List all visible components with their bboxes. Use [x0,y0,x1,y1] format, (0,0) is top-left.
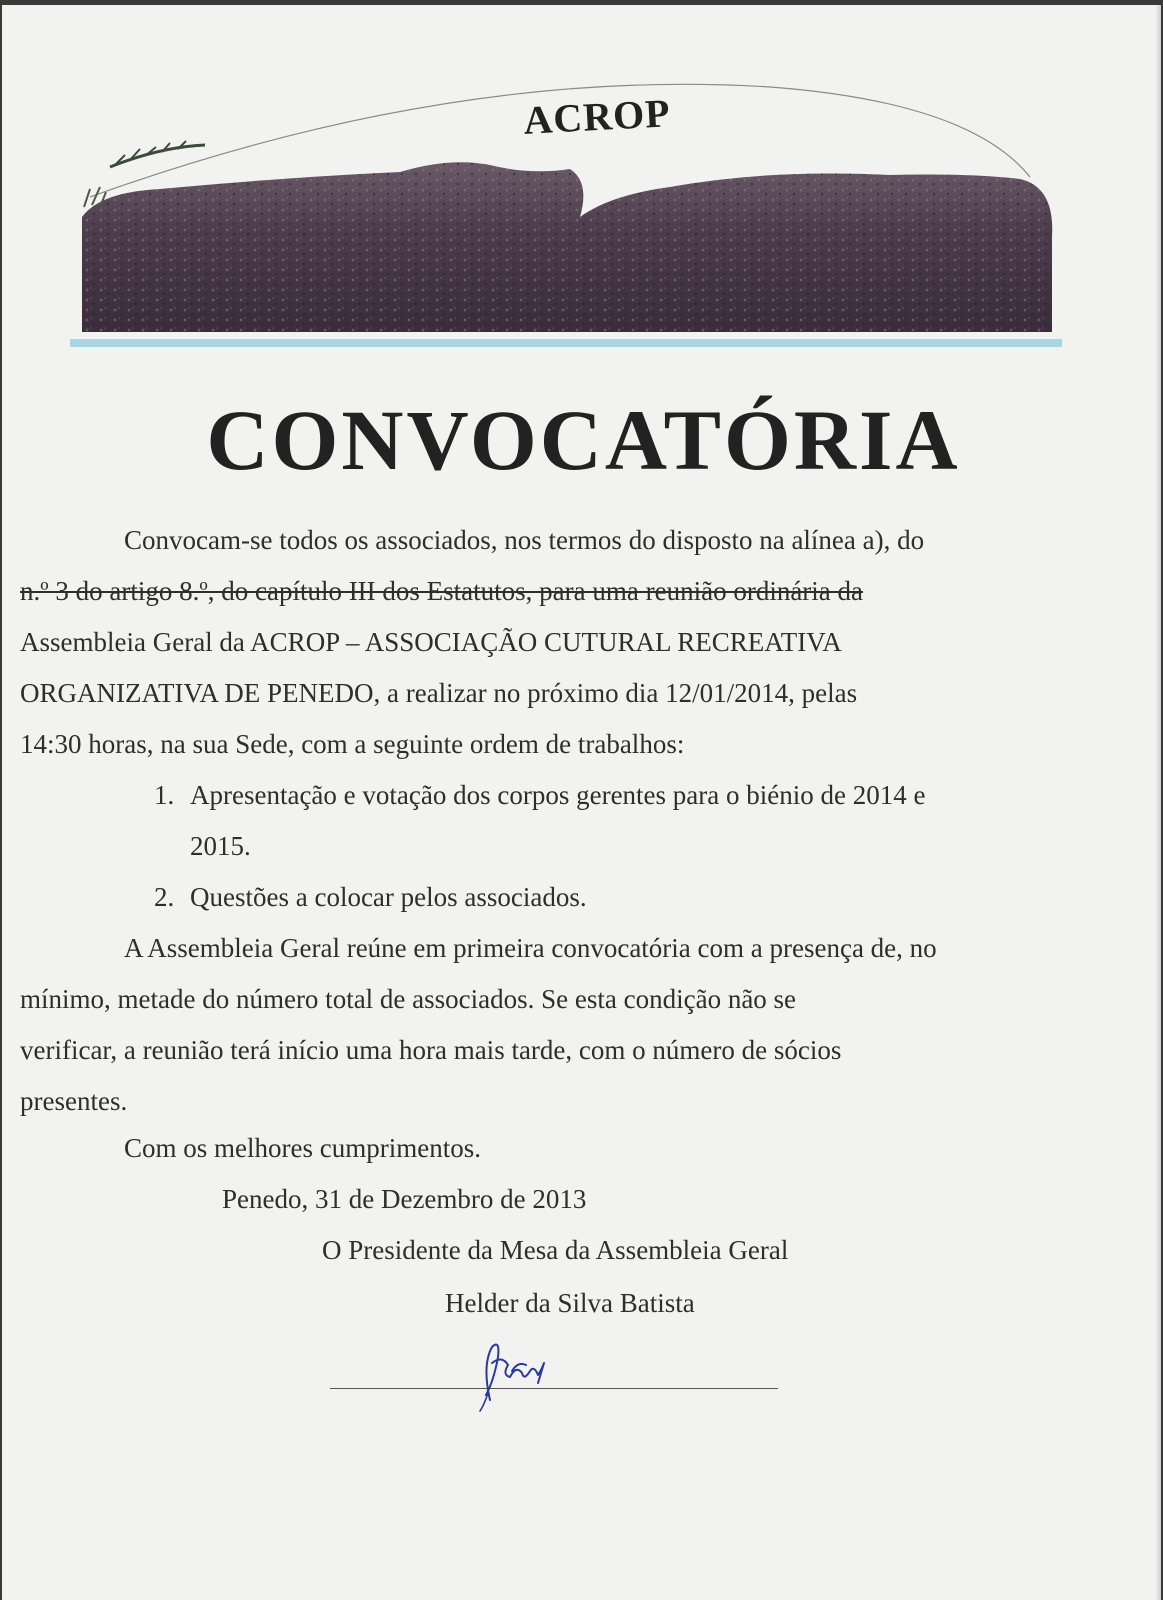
page-title: CONVOCATÓRIA [206,392,961,488]
signer-name: Helder da Silva Batista [445,1288,695,1318]
agenda-item [154,872,1032,923]
agenda-item [154,770,1032,872]
agenda-item-number: 1. [154,780,175,810]
text-line: 14:30 horas, na sua Sede, com a seguinte ordem de trabalhos: [20,729,685,759]
text-line: presentes. [20,1086,128,1116]
president-title: O Presidente da Mesa da Assembleia Geral [322,1235,789,1265]
agenda-list [72,770,1032,923]
text-line [20,576,863,606]
text-line-strikethrough: n.º 3 do artigo 8.º, do capítulo III dos Estatutos, para uma reunião ordinária da [20,576,864,606]
text-line: mínimo, metade do número total de associados. Se esta condição não se [20,984,797,1014]
acrop-logo: ACROP [522,90,672,143]
agenda-item-text: Apresentação e votação dos corpos gerentes para o biénio de 2014 e [190,780,926,810]
handwritten-signature [472,1335,562,1415]
text-line: verificar, a reunião terá início uma hora mais tarde, com o número de sócios [20,1035,842,1065]
place-and-date: Penedo, 31 de Dezembro de 2013 [222,1184,587,1214]
text-line: A Assembleia Geral reúne em primeira convocatória com a presença de, no [124,933,937,963]
text-line: Assembleia Geral da ACROP – ASSOCIAÇÃO CUTURAL RECREATIVA [20,627,842,657]
paragraph-quorum [20,923,1032,1127]
text-line: ORGANIZATIVA DE PENEDO, a realizar no próximo dia 12/01/2014, pelas [20,678,858,708]
document-body [20,515,1032,1127]
agenda-item-text: 2015. [190,831,251,861]
text-line: Convocam-se todos os associados, nos termos do disposto na alínea a), do [124,525,925,555]
agenda-item-number: 2. [154,882,175,912]
agenda-item-text: Questões a colocar pelos associados. [190,882,587,912]
document-page [2,5,1161,1600]
closing-salutation: Com os melhores cumprimentos. [124,1133,481,1163]
paragraph-convocation [20,515,1032,770]
